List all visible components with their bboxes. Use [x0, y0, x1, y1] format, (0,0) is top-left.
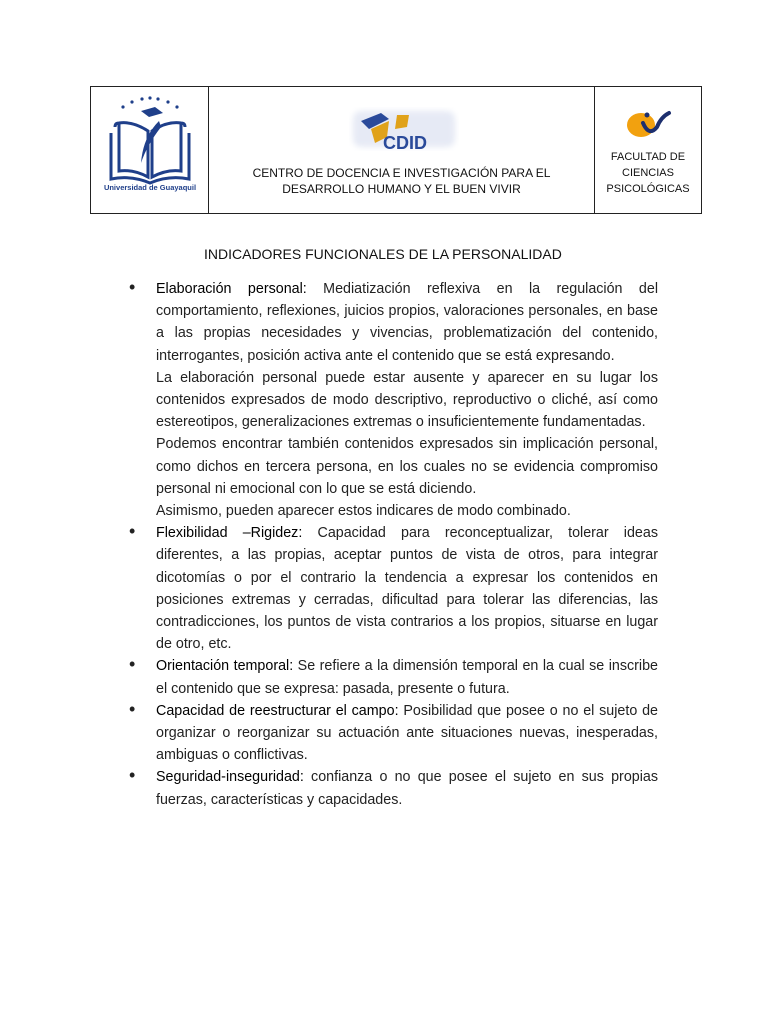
faculty-line-3: PSICOLÓGICAS [606, 183, 690, 195]
center-title [215, 165, 588, 197]
item-text: confianza o no que posee el sujeto en sus propias fuerzas, características y capacidades. [156, 769, 658, 808]
item-term: Seguridad-inseguridad: [156, 769, 304, 786]
item-term: Elaboración personal: [156, 281, 307, 297]
item-term: Flexibilidad –Rigidez: [156, 525, 303, 542]
cdid-logo-text: CDID [383, 133, 427, 151]
faculty-line-1: FACULTAD DE [610, 151, 686, 163]
item-paragraph [156, 522, 658, 655]
item-extra-paragraph: Asimismo, pueden aparecer estos indicares de modo combinado. [156, 503, 571, 520]
item-text: Posibilidad que posee o no el sujeto de organizar o reorganizar su actuación ante situaciones nuevas, inesperadas, ambiguas o conflictivas. [156, 702, 658, 764]
item-paragraph [156, 700, 658, 767]
faculty-line-2: CIENCIAS [622, 167, 674, 179]
item-paragraph [156, 278, 658, 367]
list-item [129, 765, 658, 810]
header-table [90, 86, 702, 214]
university-caption: Universidad de Guayaquil [103, 183, 197, 192]
item-term: Capacidad de reestructurar el campo: [156, 702, 399, 719]
university-logo-cell [91, 87, 209, 213]
faculty-cell [595, 87, 701, 213]
item-paragraph [156, 766, 658, 810]
list-item [129, 521, 658, 655]
item-text: Mediatización reflexiva en la regulación del comportamiento, reflexiones, juicios propios, valoraciones personales, en base a las propias necesidades y vivencias, problematización del contenido, interrogantes, posición activa ante el contenido que se está expresando. [156, 281, 659, 364]
item-text: Capacidad para reconceptualizar, tolerar ideas diferentes, a las propias, aceptar puntos de vista de otros, para integrar dicotomías o por el contrario la tendencia a expresar los contenidos en posiciones extremas y cerradas, dificultad para tolerar las diferencias, las contradicciones, los puntos de vista contrarios a los propios, situarse en lugar de otro, etc. [156, 525, 658, 653]
bullet: • [129, 277, 136, 297]
center-cell [209, 87, 595, 213]
list-item [129, 654, 658, 699]
bullet: • [129, 765, 136, 786]
item-paragraph [156, 655, 658, 699]
faculty-title [595, 149, 701, 197]
item-extra-paragraph: La elaboración personal puede estar ausente y aparecer en su lugar los contenidos expresados de modo descriptivo, reproductivo o cliché, así como estereotipos, generalizaciones extremas o insuficientemente fundamentadas. [156, 369, 658, 431]
indicator-list [129, 277, 659, 811]
bullet: • [129, 698, 136, 719]
bullet: • [129, 521, 136, 542]
bullet: • [129, 654, 136, 675]
item-extra-paragraph: Podemos encontrar también contenidos expresados sin implicación personal, como dichos en tercera persona, en los cuales no se evidencia compromiso personal ni emocional con lo que se está diciendo. [156, 436, 658, 497]
document-title: INDICADORES FUNCIONALES DE LA PERSONALIDAD [204, 246, 562, 262]
item-term: Orientación temporal: [156, 658, 294, 675]
item-text: Se refiere a la dimensión temporal en la cual se inscribe el contenido que se expresa: pasada, presente o futura. [156, 658, 658, 697]
list-item [129, 698, 658, 767]
list-item [129, 277, 659, 522]
faculty-logo [623, 103, 673, 143]
center-title-line-1: CENTRO DE DOCENCIA E INVESTIGACIÓN PARA EL [252, 166, 551, 180]
center-title-line-2: DESARROLLO HUMANO Y EL BUEN VIVIR [282, 182, 521, 196]
cdid-logo [349, 107, 459, 151]
